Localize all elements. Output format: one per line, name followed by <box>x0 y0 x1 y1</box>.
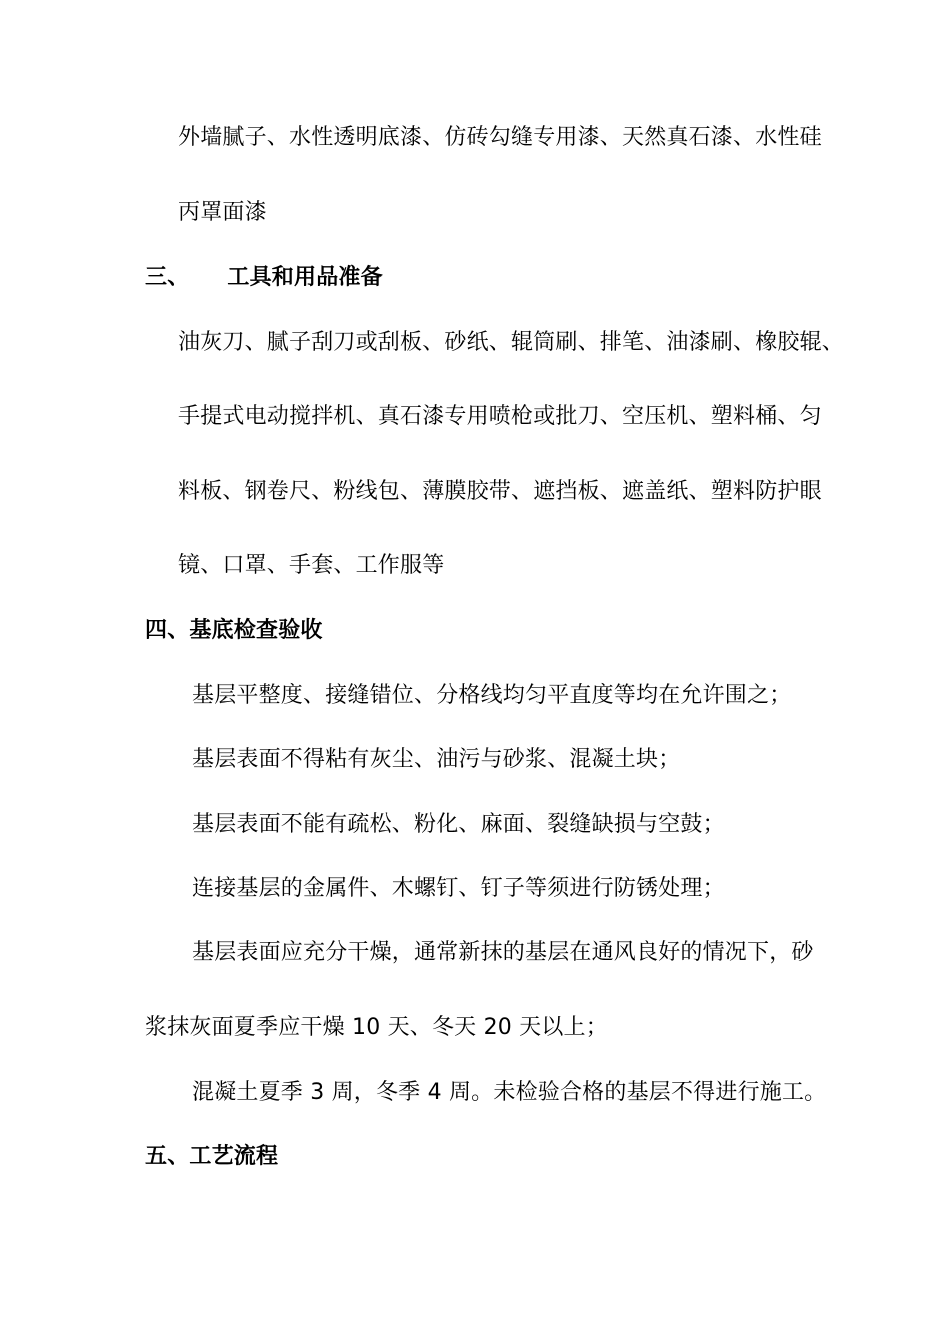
section4-item-5: 基层表面应充分干燥，通常新抹的基层在通风良好的情况下，砂 <box>192 940 814 965</box>
section2-text-line-2: 丙罩面漆 <box>178 200 267 225</box>
section3-heading <box>145 263 383 293</box>
section3-text-line-3: 料板、钢卷尺、粉线包、薄膜胶带、遮挡板、遮盖纸、塑料防护眼 <box>178 479 822 504</box>
section3-text-line-2: 手提式电动搅拌机、真石漆专用喷枪或批刀、空压机、塑料桶、匀 <box>178 404 822 429</box>
section5-heading: 五、工艺流程 <box>145 1144 279 1169</box>
section3-title: 工具和用品准备 <box>227 265 383 290</box>
section4-heading: 四、基底检查验收 <box>145 618 323 643</box>
section2-text-line-1: 外墙腻子、水性透明底漆、仿砖勾缝专用漆、天然真石漆、水性硅 <box>178 125 822 150</box>
section4-item-5-continued: 浆抹灰面夏季应干燥 10 天、冬天 20 天以上； <box>145 1015 608 1040</box>
section3-text-line-4: 镜、口罩、手套、工作服等 <box>178 553 445 578</box>
section3-number: 三、 <box>145 265 190 290</box>
section4-item-3: 基层表面不能有疏松、粉化、麻面、裂缝缺损与空鼓； <box>192 812 725 837</box>
section4-item-1: 基层平整度、接缝错位、分格线均匀平直度等均在允许围之； <box>192 683 792 708</box>
section4-item-6: 混凝土夏季 3 周，冬季 4 周。未检验合格的基层不得进行施工。 <box>192 1080 827 1105</box>
section4-item-4: 连接基层的金属件、木螺钉、钉子等须进行防锈处理； <box>192 876 725 901</box>
section3-text-line-1: 油灰刀、腻子刮刀或刮板、砂纸、辊筒刷、排笔、油漆刷、橡胶辊、 <box>178 330 845 355</box>
section4-item-2: 基层表面不得粘有灰尘、油污与砂浆、混凝土块； <box>192 747 681 772</box>
